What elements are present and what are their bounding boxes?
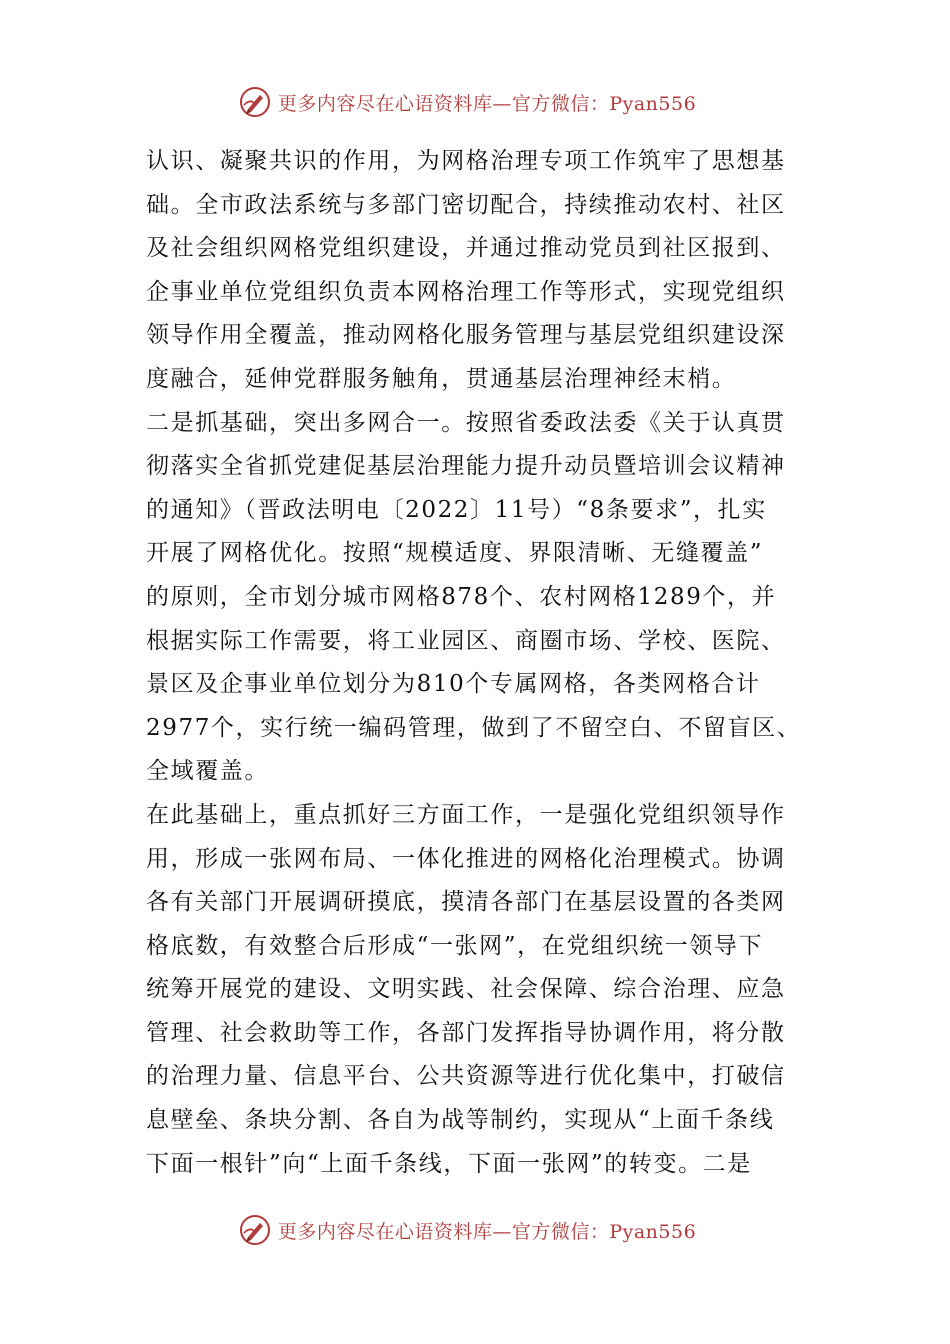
body-text-line: 及社会组织网格党组织建设，并通过推动党员到社区报到、 [146, 235, 786, 262]
body-text-line: 景区及企事业单位划分为810个专属网格，各类网格合计 [146, 671, 761, 698]
pen-logo-icon [238, 1213, 272, 1247]
body-text-line: 认识、凝聚共识的作用，为网格治理专项工作筑牢了思想基 [146, 148, 786, 174]
body-text-line: 下面一根针”向“上面千条线，下面一张网”的转变。二是 [146, 1150, 752, 1177]
footer-banner-text: 更多内容尽在心语资料库—官方微信：Pyan556 [277, 1220, 697, 1243]
body-text-line: 领导作用全覆盖，推动网格化服务管理与基层党组织建设深 [146, 322, 786, 349]
body-text-line: 根据实际工作需要，将工业园区、商圈市场、学校、医院、 [146, 627, 786, 654]
body-text-line: 统筹开展党的建设、文明实践、社会保障、综合治理、应急 [146, 976, 786, 1003]
body-text-line: 在此基础上，重点抓好三方面工作，一是强化党组织领导作 [146, 801, 786, 828]
body-text-line: 的通知》（晋政法明电〔2022〕11号）“8条要求”，扎实 [146, 496, 767, 523]
body-text-line: 础。全市政法系统与多部门密切配合，持续推动农村、社区 [146, 191, 786, 218]
footer-banner [0, 1210, 950, 1250]
body-text-line: 息壁垒、条块分割、各自为战等制约，实现从“上面千条线 [146, 1107, 775, 1134]
body-text-line: 开展了网格优化。按照“规模适度、界限清晰、无缝覆盖” [146, 540, 764, 567]
header-banner [0, 82, 950, 122]
body-text-line: 格底数，有效整合后形成“一张网”，在党组织统一领导下 [146, 932, 764, 959]
body-text-line: 全域覆盖。 [146, 758, 269, 785]
body-text-line: 用，形成一张网布局、一体化推进的网格化治理模式。协调 [146, 845, 786, 872]
body-text-line: 的原则，全市划分城市网格878个、农村网格1289个，并 [146, 583, 777, 610]
header-banner-text: 更多内容尽在心语资料库—官方微信：Pyan556 [277, 92, 697, 115]
pen-logo-icon [238, 85, 272, 119]
body-text-line: 2977个，实行统一编码管理，做到了不留空白、不留盲区、 [146, 714, 802, 741]
body-text-line: 管理、社会救助等工作，各部门发挥指导协调作用，将分散 [146, 1019, 786, 1046]
body-text-line: 彻落实全省抓党建促基层治理能力提升动员暨培训会议精神 [146, 453, 786, 480]
body-text-line: 企事业单位党组织负责本网格治理工作等形式，实现党组织 [146, 278, 786, 305]
document-body [146, 140, 826, 1186]
body-text-line: 二是抓基础，突出多网合一。按照省委政法委《关于认真贯 [146, 409, 786, 436]
body-text-line: 度融合，延伸党群服务触角，贯通基层治理神经末梢。 [146, 365, 737, 392]
body-text-line: 的治理力量、信息平台、公共资源等进行优化集中，打破信 [146, 1063, 786, 1090]
body-text-line: 各有关部门开展调研摸底，摸清各部门在基层设置的各类网 [146, 889, 786, 916]
